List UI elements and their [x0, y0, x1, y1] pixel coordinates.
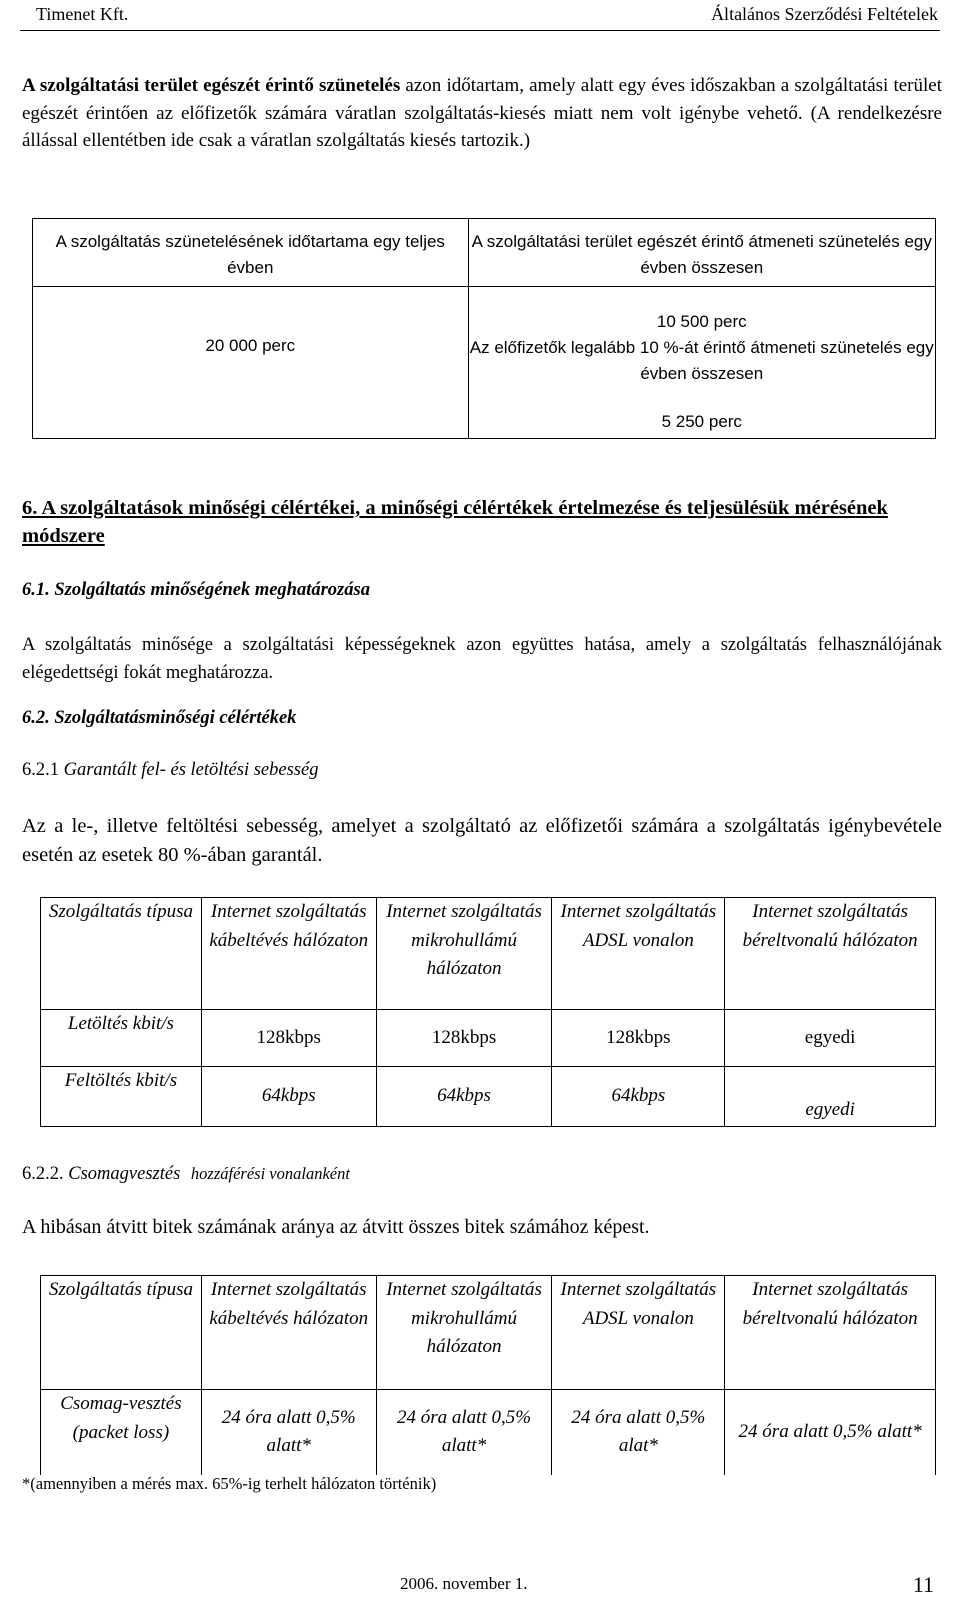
outage-right-header: A szolgáltatási terület egészét érintő átmeneti szünetelés egy évben összesen [468, 219, 935, 287]
section-6-2-title: Szolgáltatásminőségi célértékek [54, 708, 297, 728]
speed-upload-cell: 64kbps [376, 1067, 552, 1127]
packet-loss-cell: 24 óra alatt 0,5% alatt* [376, 1390, 552, 1475]
speed-download-cell: 128kbps [201, 1010, 376, 1067]
header-divider [20, 30, 940, 31]
speed-upload-cell: 64kbps [552, 1067, 725, 1127]
outage-right-value1: 10 500 perc [656, 312, 747, 331]
intro-paragraph [22, 72, 942, 155]
packet-loss-col-header: Szolgáltatás típusa [41, 1276, 202, 1390]
packet-loss-cell: 24 óra alatt 0,5% alat* [552, 1390, 725, 1475]
speed-row-label-upload: Feltöltés kbit/s [41, 1067, 202, 1127]
speed-download-cell: egyedi [725, 1010, 936, 1067]
header-company: Timenet Kft. [36, 4, 129, 24]
speed-col-header: Internet szolgáltatás béreltvonalú hálózaton [725, 898, 936, 1010]
speed-col-header: Internet szolgáltatás ADSL vonalon [552, 898, 725, 1010]
outage-table [32, 218, 936, 439]
speed-table [40, 897, 936, 1127]
speed-upload-cell: egyedi [725, 1067, 936, 1127]
speed-upload-cell: 64kbps [201, 1067, 376, 1127]
section-6-heading: 6. A szolgáltatások minőségi célértékei, a minőségi célértékek értelmezése és teljesülésük mérésének módszere [22, 497, 888, 547]
outage-right-subheader: Az előfizetők legalább 10 %-át érintő átmeneti szünetelés egy évben összesen [469, 338, 934, 383]
outage-left-value: 20 000 perc [33, 287, 469, 439]
section-6-2-2-title: Csomagvesztés [68, 1164, 181, 1184]
footer-date: 2006. november 1. [400, 1574, 528, 1593]
section-6-2-2-text: A hibásan átvitt bitek számának aránya az átvitt összes bitek számához képest. [22, 1216, 650, 1238]
speed-col-header: Szolgáltatás típusa [41, 898, 202, 1010]
outage-left-header: A szolgáltatás szünetelésének időtartama egy teljes évben [33, 219, 469, 287]
packet-loss-footnote: *(amennyiben a mérés max. 65%-ig terhelt hálózaton történik) [22, 1474, 437, 1493]
packet-loss-col-header: Internet szolgáltatás ADSL vonalon [552, 1276, 725, 1390]
section-6-1-title: Szolgáltatás minőségének meghatározása [54, 580, 370, 600]
packet-loss-row-label: Csomag-vesztés (packet loss) [41, 1390, 202, 1475]
outage-right-value2: 5 250 perc [661, 412, 742, 431]
section-6-2-1-heading [22, 760, 318, 781]
intro-text: azon időtartam, amely alatt egy éves időszakban a szolgáltatási terület egészét érintően az előfizetők számára váratlan szolgáltatás-kiesés miatt nem volt igénybe vehető. (A rendelkezésre állással ellentétben ide csak a váratlan szolgáltatás kiesés tartozik.) [22, 75, 942, 151]
section-6-2-num: 6.2. [22, 708, 50, 728]
page-number: 11 [912, 1572, 934, 1597]
speed-download-cell: 128kbps [552, 1010, 725, 1067]
section-6-2-2-title-rest: hozzáférési vonalanként [190, 1164, 350, 1183]
section-6-2-2-num: 6.2.2. [22, 1164, 64, 1184]
section-6-2-2-heading [22, 1164, 350, 1185]
section-6-2-1-text: Az a le-, illetve feltöltési sebesség, amelyet a szolgáltató az előfizetői számára a szolgáltatás igénybevétele esetén az esetek 80 %-ában garantál. [22, 815, 942, 866]
packet-loss-col-header: Internet szolgáltatás kábeltévés hálózaton [201, 1276, 376, 1390]
section-6-2-1-num: 6.2.1 [22, 760, 59, 780]
section-6-1-heading [22, 580, 370, 601]
packet-loss-col-header: Internet szolgáltatás mikrohullámú hálózaton [376, 1276, 552, 1390]
speed-download-cell: 128kbps [376, 1010, 552, 1067]
packet-loss-cell: 24 óra alatt 0,5% alatt* [201, 1390, 376, 1475]
packet-loss-table [40, 1275, 936, 1475]
header-title: Általános Szerződési Feltételek [711, 4, 938, 24]
speed-col-header: Internet szolgáltatás kábeltévés hálózaton [201, 898, 376, 1010]
section-6-1-text: A szolgáltatás minősége a szolgáltatási képességeknek azon együttes hatása, amely a szolgáltatás felhasználójának elégedettségi fokát meghatározza. [22, 635, 942, 683]
section-6-2-heading [22, 708, 296, 729]
speed-col-header: Internet szolgáltatás mikrohullámú hálózaton [376, 898, 552, 1010]
section-6-1-num: 6.1. [22, 580, 50, 600]
packet-loss-cell: 24 óra alatt 0,5% alatt* [725, 1390, 936, 1475]
speed-row-label-download: Letöltés kbit/s [41, 1010, 202, 1067]
intro-bold-term: A szolgáltatási terület egészét érintő szünetelés [22, 75, 401, 96]
packet-loss-col-header: Internet szolgáltatás béreltvonalú hálózaton [725, 1276, 936, 1390]
section-6-2-1-title: Garantált fel- és letöltési sebesség [63, 760, 319, 780]
outage-right-cell [468, 287, 935, 439]
